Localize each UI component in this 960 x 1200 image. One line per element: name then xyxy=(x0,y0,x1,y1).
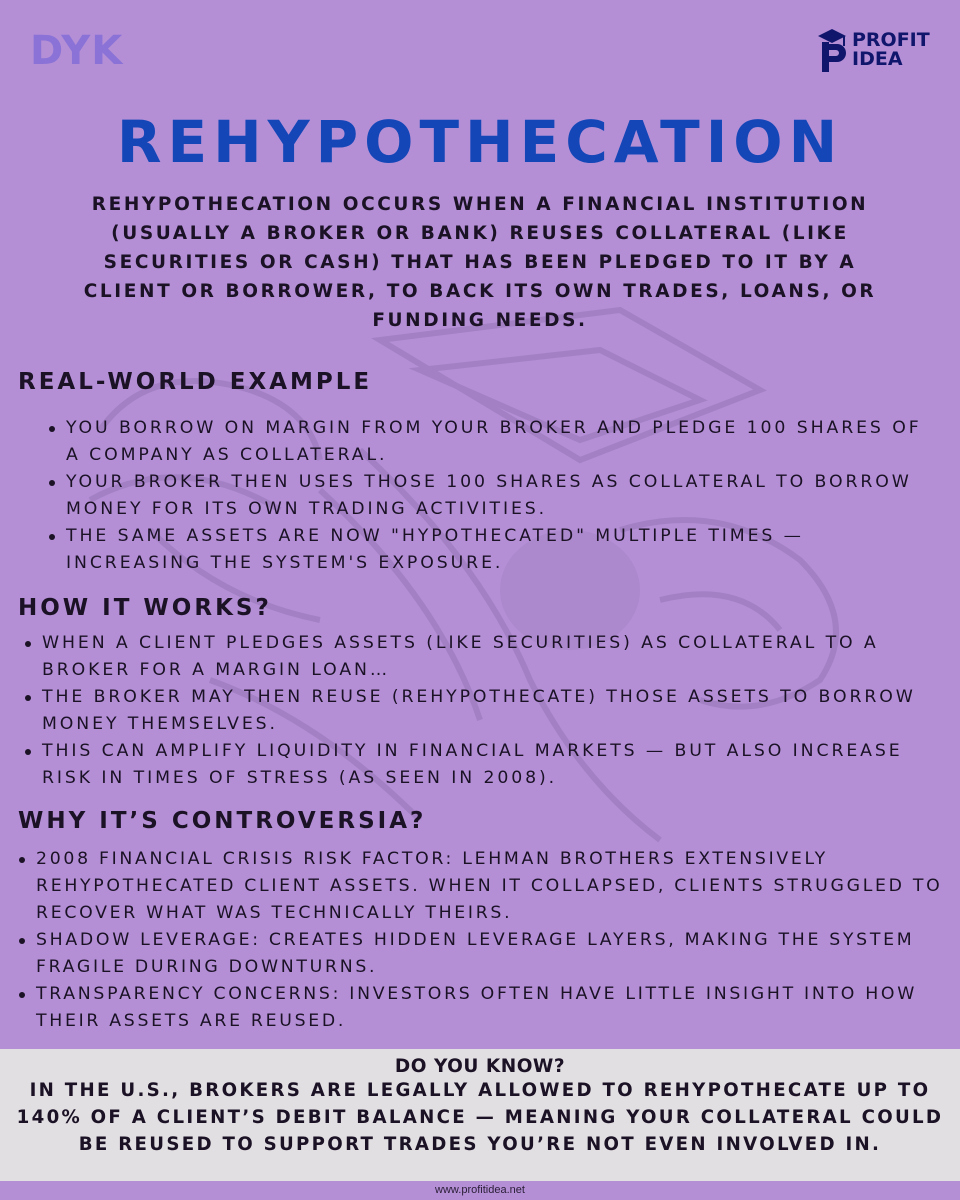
list-item: THE BROKER MAY THEN REUSE (REHYPOTHECATE) THOSE ASSETS TO BORROW MONEY THEMSELVES. xyxy=(22,684,960,738)
list-item: WHEN A CLIENT PLEDGES ASSETS (LIKE SECURITIES) AS COLLATERAL TO A BROKER FOR A MARGIN LOAN… xyxy=(22,630,960,684)
footer-website[interactable]: www.profitidea.net xyxy=(435,1184,525,1196)
did-you-know-callout xyxy=(0,1049,960,1181)
page-title: REHYPOTHECATION xyxy=(116,108,844,176)
list-item: SHADOW LEVERAGE: CREATES HIDDEN LEVERAGE LAYERS, MAKING THE SYSTEM FRAGILE DURING DOWNTURNS. xyxy=(16,927,956,981)
how-it-works-list xyxy=(22,630,960,792)
list-item: 2008 FINANCIAL CRISIS RISK FACTOR: LEHMAN BROTHERS EXTENSIVELY REHYPOTHECATED CLIENT ASSETS. WHEN IT COLLAPSED, CLIENTS STRUGGLED TO RECOVER WHAT WAS TECHNICALLY THEIRS. xyxy=(16,846,956,927)
list-item: TRANSPARENCY CONCERNS: INVESTORS OFTEN HAVE LITTLE INSIGHT INTO HOW THEIR ASSETS ARE REUSED. xyxy=(16,981,956,1035)
list-item: THE SAME ASSETS ARE NOW "HYPOTHECATED" MULTIPLE TIMES — INCREASING THE SYSTEM'S EXPOSURE. xyxy=(46,523,926,577)
section-heading-example: REAL-WORLD EXAMPLE xyxy=(18,369,373,395)
list-item: YOU BORROW ON MARGIN FROM YOUR BROKER AND PLEDGE 100 SHARES OF A COMPANY AS COLLATERAL. xyxy=(46,415,926,469)
intro-paragraph: REHYPOTHECATION OCCURS WHEN A FINANCIAL INSTITUTION (USUALLY A BROKER OR BANK) REUSES COLLATERAL (LIKE SECURITIES OR CASH) THAT HAS BEEN PLEDGED TO IT BY A CLIENT OR BORROWER, TO BACK ITS OWN TRADES, LOANS, OR FUNDING NEEDS. xyxy=(83,194,877,331)
logo-line-1: PROFIT xyxy=(852,29,930,51)
why-controversial-list xyxy=(16,846,956,1035)
profit-idea-logo xyxy=(816,26,946,74)
example-list xyxy=(46,415,926,577)
callout-heading: DO YOU KNOW? xyxy=(394,1056,566,1077)
list-item: YOUR BROKER THEN USES THOSE 100 SHARES AS COLLATERAL TO BORROW MONEY FOR ITS OWN TRADING ACTIVITIES. xyxy=(46,469,926,523)
list-item: THIS CAN AMPLIFY LIQUIDITY IN FINANCIAL MARKETS — BUT ALSO INCREASE RISK IN TIMES OF STRESS (AS SEEN IN 2008). xyxy=(22,738,960,792)
graduation-cap-p-icon xyxy=(816,26,850,74)
section-heading-how-it-works: HOW IT WORKS? xyxy=(18,595,272,621)
logo-line-2: IDEA xyxy=(852,48,903,70)
dyk-tag: DYK xyxy=(30,28,124,74)
section-heading-why-controversial: WHY IT’S CONTROVERSIA? xyxy=(18,808,427,834)
callout-body: IN THE U.S., BROKERS ARE LEGALLY ALLOWED TO REHYPOTHECATE UP TO 140% OF A CLIENT’S DEBIT BALANCE — MEANING YOUR COLLATERAL COULD BE REUSED TO SUPPORT TRADES YOU’RE NOT EVEN INVOLVED IN. xyxy=(16,1080,944,1155)
